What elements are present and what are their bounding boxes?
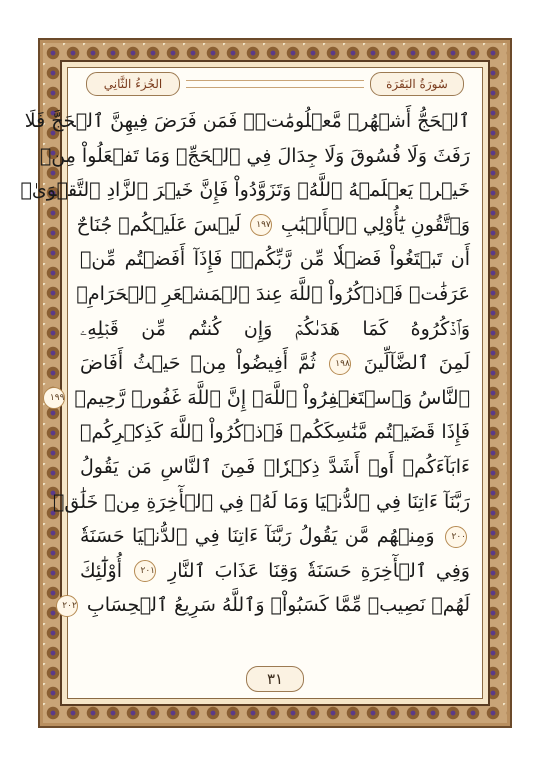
verse-line xyxy=(53,485,470,520)
verse-text: خَيۡرٖ يَعۡلَمۡهُ ٱللَّهُۗ وَتَزَوَّدُواْ فَإِنَّ خَيۡرَ ٱلزَّادِ ٱلتَّقۡوَىٰۖ xyxy=(20,179,470,202)
verse-line xyxy=(80,554,470,589)
verse-line xyxy=(80,519,470,554)
verse-line xyxy=(76,277,470,312)
ayah-number-marker: ٢٠٢ xyxy=(56,595,78,617)
verse-text: وَٱتَّقُونِ يَٰٓأُوْلِي ٱلۡأَلۡبَٰبِ xyxy=(280,213,470,236)
mushaf-page xyxy=(20,67,483,699)
ayah-number-marker: ١٩٧ xyxy=(250,214,272,236)
verse-text: أُوْلَٰٓئِكَ xyxy=(80,559,122,582)
verse-line xyxy=(49,381,470,416)
verse-lines xyxy=(20,104,471,660)
surah-label: سُورَةُ البَقَرَة xyxy=(370,72,464,96)
verse-line xyxy=(80,415,470,450)
page-number: ٣١ xyxy=(246,666,304,692)
verse-line xyxy=(80,346,470,381)
ayah-number-marker: ١٩٨ xyxy=(329,353,351,375)
header-ornament xyxy=(186,80,364,88)
verse-line xyxy=(80,242,470,277)
verse-line xyxy=(20,173,470,208)
verse-line xyxy=(24,104,470,139)
juz-label: الجُزءُ الثَّانِي xyxy=(86,72,180,96)
verse-text: وَٱذۡكُرُوهُ كَمَا هَدَىٰكُمۡ وَإِن كُنتُم مِّن قَبۡلِهِۦ xyxy=(80,317,470,340)
decorative-frame xyxy=(20,38,512,728)
verse-text: لَمِنَ ٱلضَّآلِّينَ xyxy=(363,352,471,375)
verse-text: وَمِنۡهُم مَّن يَقُولُ رَبَّنَآ ءَاتِنَا فِي ٱلدُّنۡيَا حَسَنَةٗ xyxy=(80,525,435,548)
verse-line xyxy=(76,208,470,243)
page-header xyxy=(68,68,482,98)
verse-text: عَرَفَٰتٖ فَٱذۡكُرُواْ ٱللَّهَ عِندَ ٱلۡمَشۡعَرِ ٱلۡحَرَامِۖ xyxy=(76,282,470,305)
verse-text: وَفِي ٱلۡأٓخِرَةِ حَسَنَةٗ وَقِنَا عَذَابَ ٱلنَّارِ xyxy=(168,559,470,582)
verse-text: رَبَّنَآ ءَاتِنَا فِي ٱلدُّنۡيَا وَمَا لَهُۥ فِي ٱلۡأٓخِرَةِ مِنۡ خَلَٰقٖ xyxy=(53,490,470,513)
verse-text: لَيۡسَ عَلَيۡكُمۡ جُنَاحٌ xyxy=(76,213,241,236)
verse-text: رَفَثَ وَلَا فُسُوقَ وَلَا جِدَالَ فِي ٱلۡحَجِّۗ وَمَا تَفۡعَلُواْ مِنۡ xyxy=(39,144,470,167)
verse-line xyxy=(39,139,470,174)
verse-text: ٱلنَّاسُ وَٱسۡتَغۡفِرُواْ ٱللَّهَۚ إِنَّ ٱللَّهَ غَفُورٞ رَّحِيمٞ xyxy=(74,386,470,409)
verse-line xyxy=(62,588,470,623)
verse-text: ثُمَّ أَفِيضُواْ مِنۡ حَيۡثُ أَفَاضَ xyxy=(80,352,316,375)
verse-text: فَإِذَا قَضَيۡتُم مَّنَٰسِكَكُمۡ فَٱذۡكُرُواْ ٱللَّهَ كَذِكۡرِكُمۡ xyxy=(80,421,470,444)
verse-text: ءَابَآءَكُمۡ أَوۡ أَشَدَّ ذِكۡرٗاۗ فَمِنَ ٱلنَّاسِ مَن يَقُولُ xyxy=(80,455,470,478)
verse-line xyxy=(80,312,470,347)
ayah-number-marker: ٢٠٠ xyxy=(445,526,467,548)
verse-text: ٱلۡحَجُّ أَشۡهُرٞ مَّعۡلُومَٰتٞۚ فَمَن فَرَضَ فِيهِنَّ ٱلۡحَجَّ فَلَا xyxy=(24,110,470,132)
verse-line xyxy=(80,450,470,485)
ayah-number-marker: ٢٠١ xyxy=(134,560,156,582)
page-inner-border xyxy=(20,60,490,706)
verse-text: لَهُمۡ نَصِيبٞ مِّمَّا كَسَبُواْۚ وَٱللَّهُ سَرِيعُ ٱلۡحِسَابِ xyxy=(86,594,470,617)
verse-text: أَن تَبۡتَغُواْ فَضۡلٗا مِّن رَّبِّكُمۡۚ فَإِذَآ أَفَضۡتُم مِّنۡ xyxy=(80,248,470,271)
ayah-number-marker: ١٩٩ xyxy=(43,387,65,409)
